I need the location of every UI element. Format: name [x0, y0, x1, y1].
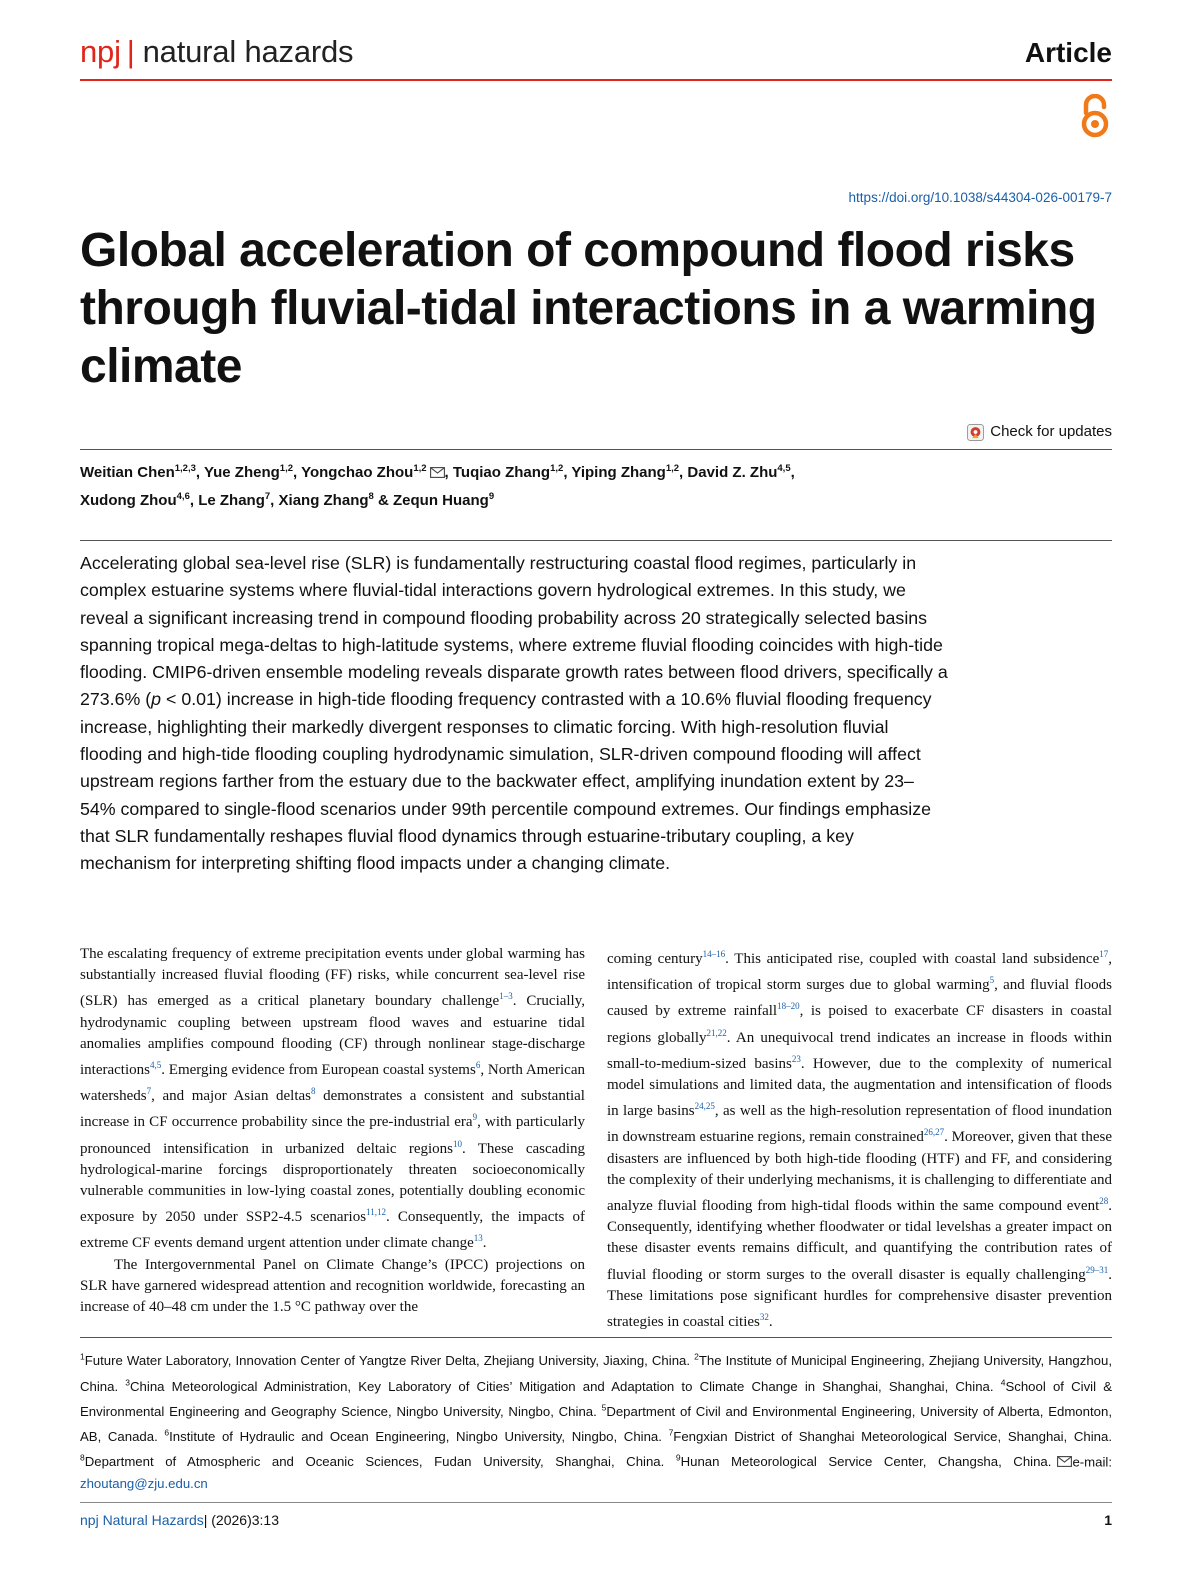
body-text: demonstrates a consistent and substantial increase in CF occurrence probability since the pre-industrial era	[80, 1088, 585, 1131]
author-affiliation: 8	[368, 491, 374, 502]
author-name: Xiang Zhang	[278, 492, 369, 509]
body-text: , intensification of tropical storm surges due to global warming	[607, 951, 1112, 994]
affiliation-text-run: China Meteorological Administration, Key Laboratory of Cities’ Mitigation and Adaptation to Climate Change in Shanghai, Shanghai, China.	[130, 1378, 1001, 1394]
author-affiliation: 9	[488, 491, 495, 502]
citation-ref[interactable]: 10	[453, 1138, 462, 1149]
citation-ref[interactable]: 6	[475, 1060, 481, 1071]
author-name: Xudong Zhou	[80, 492, 177, 509]
body-text: .	[768, 1314, 773, 1331]
body-text: coming century	[607, 951, 703, 967]
body-text: . Crucially, hydrodynamic coupling between upstream flood waves and estuarine tidal anomalies amplifies compound flooding (CF) through nonlinear stage-discharge interactions	[80, 993, 585, 1079]
check-updates-icon	[967, 424, 984, 441]
body-text: The Intergovernmental Panel on Climate Change’s (IPCC) projections on SLR have garnered widespread attention and recognition worldwide, forecasting an increase of 40–48 cm under the 1.5 °C pathway over the	[80, 1256, 585, 1316]
citation-ref[interactable]: 17	[1099, 949, 1109, 959]
check-updates-label: Check for updates	[990, 423, 1112, 440]
author-affiliation: 1,2,3	[174, 463, 196, 474]
author-affiliation: 1,2	[550, 463, 564, 474]
citation-ref[interactable]: 23	[791, 1053, 801, 1064]
affiliation-text-run: Department of Civil and Environmental Engineering, University of Alberta, Edmonton, AB, Canada.	[80, 1403, 1112, 1444]
affiliation-number: 3	[125, 1377, 131, 1388]
citation-ref[interactable]: 32	[759, 1312, 769, 1323]
body-text: . Consequently, identifying whether floodwater or tidal levelshas a greater impact on these disaster events remains difficult, and quantifying the contribution rates of fluvial flooding or storm surges to the overall disaster is equally challenging	[607, 1198, 1112, 1283]
journal-separator: |	[126, 34, 135, 69]
citation-ref[interactable]: 1–3	[499, 991, 513, 1002]
abstract-text: Accelerating global sea-level rise (SLR) is fundamentally restructuring coastal flood regimes, particularly in complex estuarine systems where fluvial-tidal interactions govern hydrological extremes. In this study, we reveal a significant increasing trend in compound flooding probability across 20 strategically selected basins spanning tropical mega-deltas to high-latitude systems, where extreme fluvial flooding coincides with high-tide flooding. CMIP6-driven ensemble modeling reveals disparate growth rates between flood drivers, specifically a 273.6% (	[80, 553, 948, 710]
body-column-right	[607, 944, 1112, 1333]
body-text: . Moreover, given that these disasters are influenced by both high-tide flooding (HTF) and FF, and considering the complexity of their underlying mechanisms, it is challenging to differentiate and analyze fluvial flooding from high-tidal floods within the same compound event	[607, 1129, 1112, 1215]
author-affiliation: 7	[264, 491, 271, 502]
author-name: Yue Zheng	[203, 464, 280, 481]
abstract-text: < 0.01) increase in high-tide flooding frequency contrasted with a 10.6% fluvial flooding frequency increase, highlighting their markedly divergent responses to climatic forcing. With high-resolution fluvial flooding and high-tide flooding coupling hydrodynamic simulation, SLR-driven compound flooding will affect upstream regions farther from the estuary due to the backwater effect, amplifying inundation extent by 23–54% compared to single-flood scenarios under 99th percentile compound extremes. Our findings emphasize that SLR fundamentally reshapes fluvial flood dynamics through estuarine-tributary coupling, a key mechanism for interpreting shifting flood impacts under a changing climate.	[80, 689, 932, 874]
author-name: Weitian Chen	[80, 464, 175, 481]
affiliation-text-run: Hunan Meteorological Service Center, Changsha, China.	[680, 1454, 1052, 1470]
email-link[interactable]: zhoutang@zju.edu.cn	[80, 1475, 208, 1491]
author-separator: ,	[195, 464, 204, 481]
body-text: , and fluvial floods caused by extreme rainfall	[607, 977, 1112, 1020]
author-affiliation: 1,2	[665, 463, 680, 474]
body-paragraph	[607, 944, 1112, 1333]
affiliation-number: 8	[80, 1452, 85, 1463]
citation-ref[interactable]: 13	[473, 1233, 483, 1244]
open-access-icon	[1078, 94, 1112, 138]
citation-ref[interactable]: 26,27	[923, 1127, 945, 1138]
body-text: .	[482, 1235, 487, 1252]
affiliation-number: 2	[694, 1352, 699, 1362]
author-name: Yiping Zhang	[571, 464, 666, 481]
author-name: Zequn Huang	[392, 492, 489, 509]
affiliation-text-run: The Institute of Municipal Engineering, Zhejiang University, Hangzhou, China.	[80, 1353, 1112, 1394]
affiliation-text-run: Future Water Laboratory, Innovation Center of Yangtze River Delta, Zhejiang University, Jiaxing, China.	[84, 1353, 695, 1369]
body-paragraph	[80, 944, 585, 1255]
body-text: . Consequently, the impacts of extreme CF events demand urgent attention under climate change	[80, 1209, 585, 1252]
citation-ref[interactable]: 4,5	[149, 1060, 162, 1071]
footer-rule	[80, 1502, 1112, 1503]
author-name: Yongchao Zhou	[301, 464, 414, 481]
journal-npj: npj	[80, 34, 121, 69]
body-text: . These cascading hydrological-marine forcings disproportionately threaten socioeconomically vulnerable communities in low-lying coastal zones, potentially doubling economic exposure by 2050 under SSP2-4.5 scenarios	[80, 1140, 586, 1226]
citation-ref[interactable]: 18–20	[777, 1001, 800, 1012]
mail-icon[interactable]	[430, 467, 445, 478]
citation-ref[interactable]: 14–16	[702, 949, 726, 959]
header-rule	[80, 79, 1112, 81]
page-number: 1	[1104, 1512, 1112, 1528]
body-paragraph	[80, 1255, 585, 1319]
affiliation-number: 4	[1000, 1377, 1006, 1388]
author-separator: ,	[563, 464, 572, 481]
affiliation-number: 9	[675, 1452, 681, 1463]
body-text: , with particularly pronounced intensification in urbanized deltaic regions	[80, 1114, 585, 1157]
body-text: , is poised to exacerbate CF disasters in coastal regions globally	[607, 1003, 1112, 1046]
authors-rule	[80, 449, 1112, 450]
article-title: Global acceleration of compound flood risks through fluvial-tidal interactions in a warming climate	[80, 224, 1097, 393]
body-column-left	[80, 944, 585, 1318]
citation-ref[interactable]: 5	[989, 975, 995, 986]
author-affiliation: 4,5	[777, 463, 791, 474]
doi-link[interactable]: https://doi.org/10.1038/s44304-026-00179-7	[848, 190, 1112, 205]
citation-ref[interactable]: 29–31	[1085, 1264, 1109, 1275]
citation-ref[interactable]: 28	[1099, 1196, 1109, 1207]
author-affiliation: 1,2	[413, 463, 427, 474]
body-text: , and major Asian deltas	[151, 1088, 311, 1105]
citation-ref[interactable]: 11,12	[366, 1207, 386, 1218]
author-affiliation: 1,2	[279, 463, 294, 474]
body-text: . An unequivocal trend indicates an increase in floods within small-to-medium-sized basins	[607, 1029, 1112, 1072]
body-text: , North American watersheds	[80, 1062, 585, 1105]
author-separator: ,	[189, 492, 199, 509]
citation-ref[interactable]: 9	[472, 1112, 478, 1123]
check-for-updates-button[interactable]	[967, 423, 1112, 441]
author-separator: ,	[679, 464, 688, 481]
affiliation-number: 7	[668, 1427, 674, 1438]
author-name: David Z. Zhu	[687, 464, 778, 481]
affiliation-text	[80, 1353, 1112, 1469]
body-text: , as well as the high-resolution representation of flood inundation in downstream estuarine regions, remain constrained	[607, 1103, 1113, 1146]
author-name: Tuqiao Zhang	[452, 464, 551, 481]
author-separator: ,	[293, 464, 302, 481]
affiliation-text-run: Institute of Hydraulic and Ocean Engineering, Ningbo University, Ningbo, China.	[169, 1428, 669, 1444]
abstract-rule	[80, 540, 1112, 541]
citation-ref[interactable]: 7	[146, 1086, 152, 1097]
affiliation-text-run: School of Civil & Environmental Engineering and Geography Science, Ningbo University, Ningbo, China.	[80, 1378, 1112, 1419]
citation-ref[interactable]: 24,25	[694, 1101, 715, 1112]
author-separator: ,	[270, 492, 279, 509]
footer-citation	[80, 1512, 279, 1528]
body-text: . This anticipated rise, coupled with coastal land subsidence	[725, 951, 1100, 967]
body-text: The escalating frequency of extreme precipitation events under global warming has substantially increased fluvial flooding (FF) risks, while concurrent sea-level rise (SLR) has emerged as a critical planetary boundary challenge	[80, 946, 585, 1010]
journal-name	[80, 32, 353, 72]
citation-ref[interactable]: 8	[311, 1086, 316, 1097]
journal-title: natural hazards	[142, 34, 354, 69]
body-text: . However, due to the complexity of numerical model simulations and limited data, the augmentation and intensification of floods in large basins	[607, 1055, 1112, 1120]
author-separator: ,	[790, 464, 795, 481]
abstract	[80, 550, 948, 878]
affiliation-number: 5	[601, 1402, 607, 1413]
affiliation-text-run: Fengxian District of Shanghai Meteorological Service, Shanghai, China.	[673, 1428, 1112, 1444]
affiliations	[80, 1347, 1112, 1495]
author-separator: ,	[444, 464, 453, 481]
abstract-italic: p	[151, 689, 162, 710]
author-name: Le Zhang	[198, 492, 265, 509]
author-separator: &	[373, 492, 393, 509]
author-list	[80, 457, 1112, 513]
email-label: e-mail:	[1072, 1454, 1113, 1470]
body-text: . These limitations pose significant hurdles for comprehensive disaster prevention strategies in coastal cities	[607, 1266, 1112, 1331]
mail-icon	[1057, 1456, 1072, 1467]
article-type-label: Article	[1024, 37, 1112, 68]
affiliation-text-run: Department of Atmospheric and Oceanic Sciences, Fudan University, Shanghai, China.	[84, 1454, 676, 1470]
body-text: . Emerging evidence from European coastal systems	[161, 1062, 476, 1079]
affiliation-number: 6	[164, 1427, 170, 1438]
footer-volume: | (2026)3:13	[203, 1512, 279, 1528]
citation-ref[interactable]: 21,22	[706, 1027, 727, 1038]
affiliation-number: 1	[80, 1352, 85, 1362]
affiliations-rule	[80, 1337, 1112, 1338]
footer-journal[interactable]: npj Natural Hazards	[80, 1512, 204, 1528]
author-affiliation: 4,6	[176, 491, 190, 502]
